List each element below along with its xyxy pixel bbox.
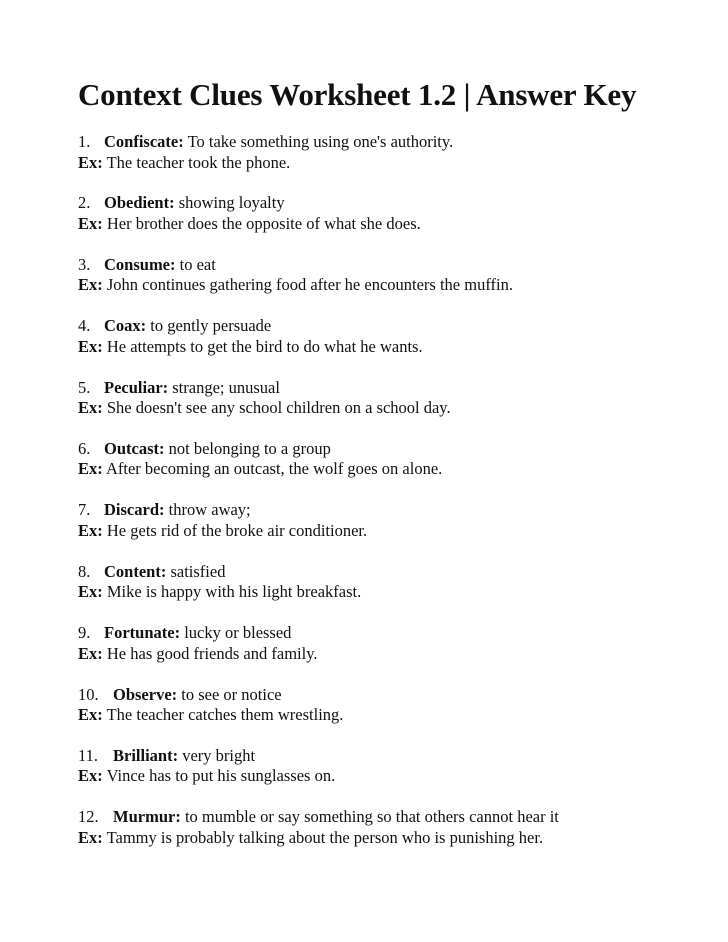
definition: to eat	[179, 254, 216, 274]
term: Obedient:	[104, 193, 175, 213]
example-line	[78, 337, 698, 358]
definition: showing loyalty	[178, 193, 285, 213]
item-number: 10.	[78, 684, 99, 704]
example: Her brother does the opposite of what she does.	[106, 213, 421, 233]
term: Content:	[104, 561, 167, 581]
term: Consume:	[104, 254, 176, 274]
item-number: 9.	[78, 623, 91, 643]
example-line	[78, 398, 698, 419]
term: Outcast:	[104, 438, 165, 458]
definition: to see or notice	[181, 684, 282, 704]
example-label: Ex:	[78, 827, 103, 847]
item-number: 5.	[78, 377, 91, 397]
example-label: Ex:	[78, 213, 103, 233]
example: Mike is happy with his light breakfast.	[106, 582, 362, 602]
example: After becoming an outcast, the wolf goes on alone.	[105, 459, 443, 479]
example-line	[78, 828, 698, 849]
list-item	[78, 623, 698, 684]
term: Discard:	[104, 500, 165, 520]
definition: to gently persuade	[150, 316, 272, 336]
item-number: 11.	[78, 745, 99, 765]
example: She doesn't see any school children on a school day.	[106, 398, 451, 418]
definition: to mumble or say something so that others cannot hear it	[184, 807, 559, 827]
list-item	[78, 685, 698, 746]
example: He gets rid of the broke air conditioner.	[106, 520, 368, 540]
term-line	[78, 562, 698, 583]
example: John continues gathering food after he encounters the muffin.	[106, 275, 513, 295]
term-line	[78, 746, 698, 767]
term-line	[78, 132, 698, 153]
term-line	[78, 255, 698, 276]
item-number: 2.	[78, 193, 91, 213]
example-line	[78, 275, 698, 296]
example: Vince has to put his sunglasses on.	[106, 766, 336, 786]
example-label: Ex:	[78, 336, 103, 356]
example-label: Ex:	[78, 643, 103, 663]
term: Brilliant:	[113, 745, 179, 765]
item-number: 3.	[78, 254, 91, 274]
list-item	[78, 439, 698, 500]
example-line	[78, 766, 698, 787]
definition: not belonging to a group	[168, 438, 331, 458]
example-line	[78, 705, 698, 726]
example-label: Ex:	[78, 152, 103, 172]
term: Fortunate:	[104, 623, 181, 643]
term: Peculiar:	[104, 377, 169, 397]
example-label: Ex:	[78, 520, 103, 540]
list-item	[78, 500, 698, 561]
example: The teacher catches them wrestling.	[106, 705, 344, 725]
example-line	[78, 214, 698, 235]
list-item	[78, 562, 698, 623]
list-item	[78, 746, 698, 807]
item-number: 6.	[78, 438, 91, 458]
list-item	[78, 193, 698, 254]
term-line	[78, 623, 698, 644]
example: Tammy is probably talking about the person who is punishing her.	[106, 827, 544, 847]
term: Observe:	[113, 684, 178, 704]
definition: lucky or blessed	[184, 623, 292, 643]
example-line	[78, 582, 698, 603]
term-line	[78, 807, 698, 828]
example: The teacher took the phone.	[106, 152, 291, 172]
list-item	[78, 378, 698, 439]
definition: throw away;	[168, 500, 251, 520]
example-label: Ex:	[78, 275, 103, 295]
example: He attempts to get the bird to do what he wants.	[106, 336, 423, 356]
definition: strange; unusual	[172, 377, 280, 397]
list-item	[78, 132, 698, 193]
item-number: 12.	[78, 807, 99, 827]
list-item	[78, 316, 698, 377]
example-label: Ex:	[78, 582, 103, 602]
term-line	[78, 500, 698, 521]
term-line	[78, 378, 698, 399]
term-line	[78, 439, 698, 460]
item-number: 1.	[78, 132, 91, 151]
example-label: Ex:	[78, 705, 103, 725]
example-label: Ex:	[78, 459, 103, 479]
item-number: 7.	[78, 500, 91, 520]
item-number: 4.	[78, 316, 91, 336]
definition: very bright	[182, 745, 256, 765]
answer-list	[78, 132, 698, 869]
term: Confiscate:	[104, 132, 184, 151]
definition: satisfied	[170, 561, 226, 581]
example-line	[78, 153, 698, 174]
page-title: Context Clues Worksheet 1.2 | Answer Key	[78, 77, 637, 112]
list-item	[78, 255, 698, 316]
item-number: 8.	[78, 561, 91, 581]
example-label: Ex:	[78, 766, 103, 786]
definition: To take something using one's authority.	[187, 132, 454, 151]
list-item	[78, 807, 698, 868]
example-line	[78, 521, 698, 542]
example-line	[78, 459, 698, 480]
term: Coax:	[104, 316, 147, 336]
term-line	[78, 316, 698, 337]
term-line	[78, 685, 698, 706]
example: He has good friends and family.	[106, 643, 318, 663]
term-line	[78, 193, 698, 214]
term: Murmur:	[113, 807, 181, 827]
example-label: Ex:	[78, 398, 103, 418]
example-line	[78, 644, 698, 665]
